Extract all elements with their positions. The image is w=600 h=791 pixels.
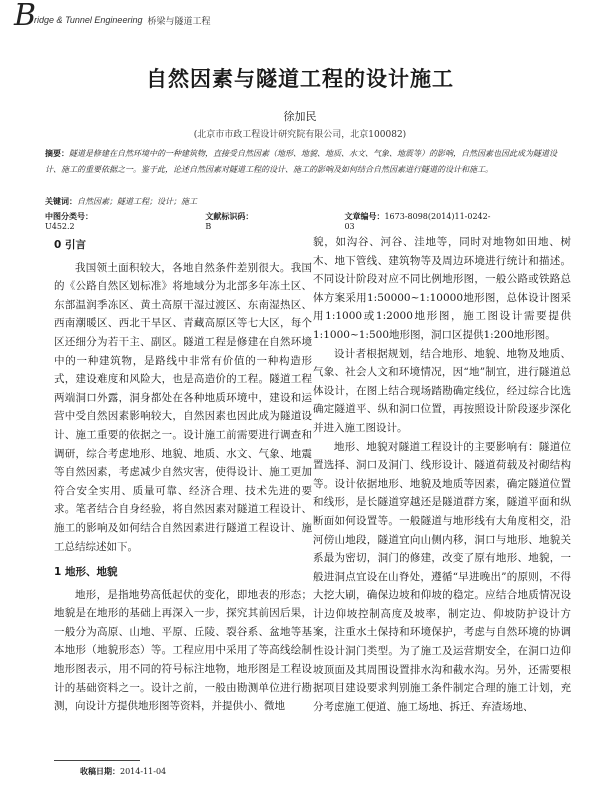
document-code: 文献标识码：B: [205, 212, 254, 231]
keywords-label: 关键词：: [45, 197, 77, 206]
article-title: 自然因素与隧道工程的设计施工: [146, 67, 454, 91]
right-column: [313, 233, 571, 716]
design-paragraph: 设计者根据规划，结合地形、地貌、地物及地质、气象、社会人文和环境情况，因“地”制宜，进行隧道总体设计，在图上结合现场踏勘确定线位，经过综合比选确定隧道平、纵和洞口位置，再按照设计阶段逐步深化并进入施工图设计。: [313, 347, 571, 434]
author: 徐加民: [283, 110, 317, 123]
journal-name-cn: 桥梁与隧道工程: [147, 16, 211, 27]
keywords-text: 自然因素；隧道工程；设计；施工: [77, 197, 197, 206]
clc-number: 中图分类号：U452.2: [45, 212, 93, 231]
footnote-divider: [54, 760, 140, 761]
abstract: [45, 146, 560, 178]
section-heading-intro: 0 引言: [54, 239, 86, 251]
received-date: 收稿日期：2014-11-04: [80, 767, 167, 776]
intro-paragraph: 我国领土面积较大，各地自然条件差别很大。我国的《公路自然区划标准》将地域分为北部多年冻土区、东部温润季冻区、黄土高原干湿过渡区、东南湿热区、西南潮暖区、西北干旱区、青藏高原区等七大区，每个区还细分为若干主、副区。隧道工程是修建在自然环境中的一种建筑物，是路线中非常有价值的一种构造形式，建设难度和风险大，也是高造价的工程。隧道工程两端洞口外露，洞身都处在各种地质环境中，建设和运营中受自然因素影响较大，自然因素也因此成为隧道设计、施工重要的依据之一。设计施工前需要进行调查和调研，综合考虑地形、地貌、地质、水文、气象、地震等自然因素，考虑减少自然灾害，使得设计、施工更加符合安全实用、质量可靠、经济合理、技术先进的要求。笔者结合自身经验，将自然因素对隧道工程设计、施工的影响及如何结合自然因素进行隧道工程设计、施工总结综述如下。: [54, 261, 312, 553]
classification-row: [45, 211, 575, 231]
journal-header: [14, 0, 211, 33]
abstract-label: 摘要：: [45, 149, 69, 158]
journal-logo-initial: B: [14, 0, 37, 33]
journal-name-en: ridge & Tunnel Engineering: [34, 15, 143, 25]
keywords: [45, 196, 560, 207]
section-heading-terrain: 1 地形、地貌: [54, 566, 118, 579]
article-number: 文章编号：1673-8098(2014)11-0242-03: [344, 212, 491, 231]
abstract-text: 隧道是修建在自然环境中的一种建筑物，直接受自然因素（地形、地貌、地质、水文、气象、地震等）的影响，自然因素也因此成为隧道设计、施工的重要依据之一。鉴于此，论述自然因素对隧道工程的设计、施工的影响及如何结合自然因素进行隧道的设计和施工。: [45, 149, 557, 174]
influence-paragraph: 地形、地貌对隧道工程设计的主要影响有：隧道位置选择、洞口及洞门、线形设计、隧道荷载及衬砌结构等。设计依据地形、地貌及地质等因素，确定隧道位置和线形，是长隧道穿越还是隧道群方案，隧道平面和纵断面如何设置等。一般隧道与地形线有大角度相交，沿河傍山地段，隧道宜向山侧内移，洞口与地形、地貌关系最为密切，洞门的修建，改变了原有地形、地貌，一般进洞点宜设在山脊处，遵循“早进晚出”的原则，不得大挖大刷，确保边坡和仰坡的稳定。应结合地质情况设计边仰坡控制高度及坡率，制定边、仰坡防护设计方案，注重水土保持和环境保护，考虑与自然环境的协调性设计洞门类型。为了施工及运营期安全，在洞口边仰坡顶面及其周围设置排水沟和截水沟。另外，还需要根据项目建设要求判别施工条件制定合理的施工计划，充分考虑施工便道、施工场地、拆迁、弃渣场地、: [313, 440, 571, 713]
affiliation: (北京市市政工程设计研究院有限公司，北京100082): [193, 130, 407, 140]
terrain-paragraph: 地形，是指地势高低起伏的变化，即地表的形态；地貌是在地形的基础上再深入一步，探究其前因后果，一般分为高原、山地、平原、丘陵、裂谷系、盆地等基本地形（地貌形态）等。工程应用中采用了等高线绘制地形图表示，用不同的符号标注地物，地形图是工程设计的基础资料之一。设计之前，一般由勘测单位进行勘测，向设计方提供地形图等资料，并提供小、微地: [54, 588, 312, 713]
left-column: [54, 233, 312, 716]
terrain-paragraph-continued: 貌，如沟谷、河谷、洼地等，同时对地物如田地、树木、地下管线、建筑物等及周边环境进行统计和描述。不同设计阶段对应不同比例地形图，一般公路或铁路总体方案采用1:50000~1:10000地形图，总体设计图采用1:1000或1:2000地形图，施工图设计需要提供1:1000~1:500地形图，洞口区提供1:200地形图。: [313, 236, 571, 341]
